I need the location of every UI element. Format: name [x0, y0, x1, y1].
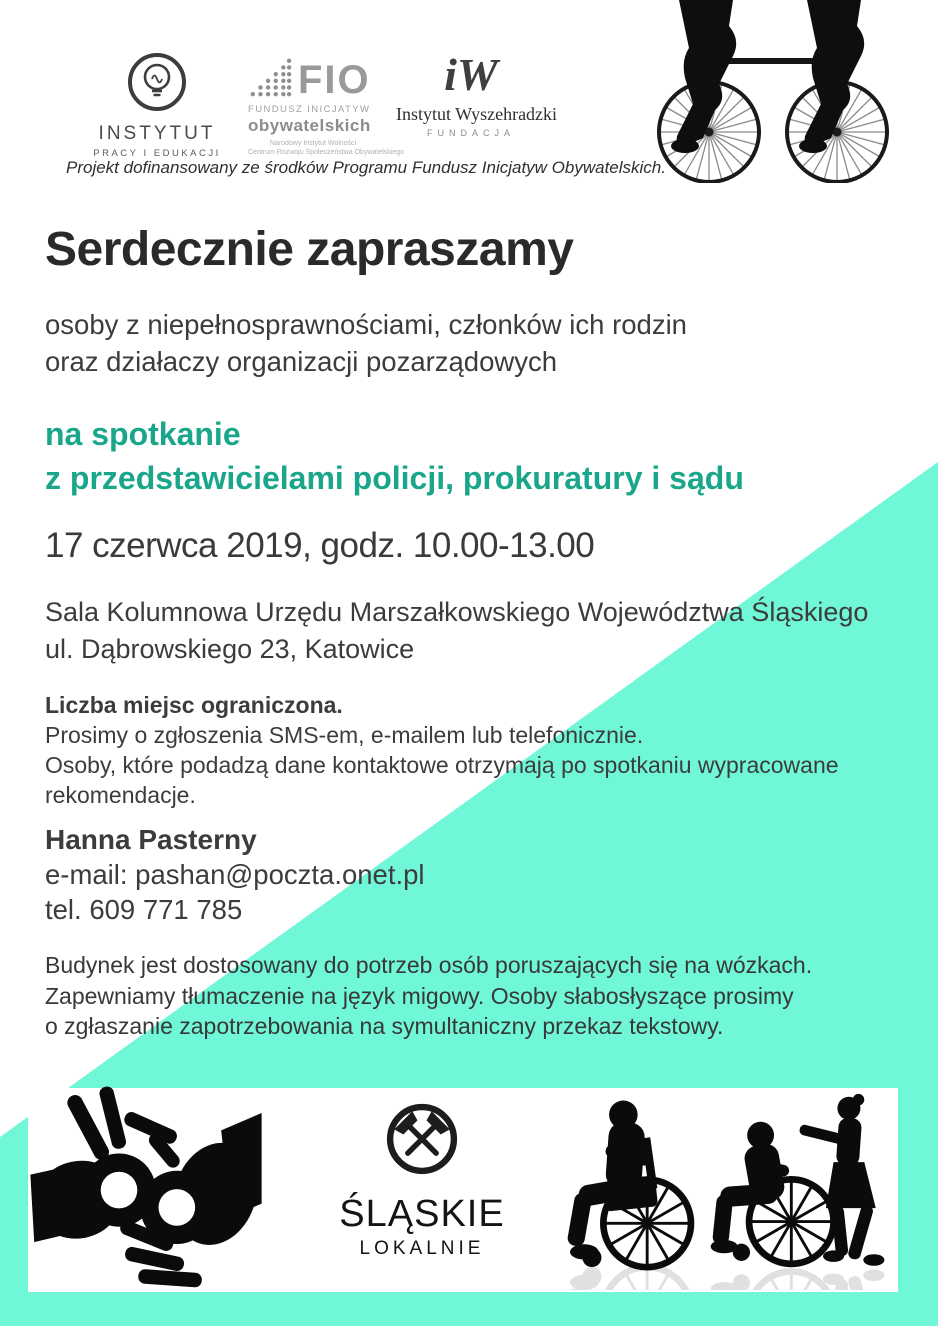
logo-ipe-title: INSTYTUT: [98, 123, 216, 144]
logo-fio-line2: obywatelskich: [248, 116, 371, 135]
crossed-hammers-icon: [381, 1098, 463, 1180]
note-line3: rekomendacje.: [45, 782, 196, 808]
contact-name: Hanna Pasterny: [45, 824, 257, 855]
note-line1: Prosimy o zgłoszenia SMS-em, e-mailem lub telefonicznie.: [45, 722, 644, 748]
logo-fio-tiny2: Centrum Rozwoju Społeczeństwa Obywatelskiego: [248, 149, 405, 157]
venue-line1: Sala Kolumnowa Urzędu Marszałkowskiego Województwa Śląskiego: [45, 597, 869, 627]
logo-ipe-subtitle: PRACY I EDUKACJI: [93, 148, 221, 159]
wheelchair-user-icon: [548, 1090, 713, 1290]
contact-phone: tel. 609 771 785: [45, 894, 243, 925]
registration-note: [45, 690, 839, 810]
wyszehradzki-mark-icon: iW: [444, 49, 498, 100]
note-bold: Liczba miejsc ograniczona.: [45, 692, 343, 718]
logo-fio-tiny1: Narodowy Instytut Wolności: [269, 140, 357, 147]
logo-fio: [248, 56, 405, 157]
event-line1: na spotkanie: [45, 416, 241, 452]
venue-line2: ul. Dąbrowskiego 23, Katowice: [45, 634, 415, 664]
contact-email: e-mail: pashan@poczta.onet.pl: [45, 859, 425, 890]
audience-line1: osoby z niepełnosprawnościami, członków ich rodzin: [45, 309, 687, 340]
logo-iw-title: Instytut Wyszehradzki: [396, 104, 558, 124]
accessibility-paragraph: [45, 950, 812, 1042]
funding-note: Projekt dofinansowany ze środków Programu Fundusz Inicjatyw Obywatelskich.: [66, 158, 666, 177]
wheelchair-assist-icon: [703, 1086, 895, 1290]
access-line1: Budynek jest dostosowany do potrzeb osób poruszających się na wózkach.: [45, 952, 813, 978]
event-line2: z przedstawicielami policji, prokuratury i sądu: [45, 460, 744, 496]
logo-instytut-pracy-i-edukacji: [92, 50, 222, 159]
logo-fio-acronym: FIO: [298, 58, 371, 102]
lightbulb-circle-icon: [125, 50, 189, 114]
access-line2: Zapewniamy tłumaczenie na język migowy. Osoby słabosłyszące prosimy: [45, 982, 794, 1009]
audience-paragraph: [45, 306, 687, 380]
contact-block: [45, 822, 425, 927]
page-title: Serdecznie zapraszamy: [45, 223, 574, 276]
access-line3: o zgłaszanie zapotrzebowania na symultaniczny przekaz tekstowy.: [45, 1013, 724, 1039]
note-line2: Osoby, które podadzą dane kontaktowe otrzymają po spotkaniu wypracowane: [45, 752, 839, 778]
sign-language-hands-icon: [30, 1086, 262, 1298]
event-datetime: 17 czerwca 2019, godz. 10.00-13.00: [45, 526, 595, 565]
audience-line2: oraz działaczy organizacji pozarządowych: [45, 346, 558, 377]
lokalnie-label: LOKALNIE: [359, 1238, 485, 1259]
venue-paragraph: [45, 594, 868, 668]
logo-instytut-wyszehradzki: [396, 49, 558, 138]
fio-dots-icon: [248, 56, 292, 98]
logo-fio-line1: FUNDUSZ INICJATYW: [248, 104, 371, 115]
slaskie-label: ŚLĄSKIE: [339, 1193, 505, 1235]
logo-slaskie-lokalnie: [332, 1098, 512, 1260]
logo-iw-subtitle: FUNDACJA: [426, 128, 515, 138]
tandem-bicycle-photo: [645, 0, 897, 183]
event-heading: [45, 412, 744, 500]
